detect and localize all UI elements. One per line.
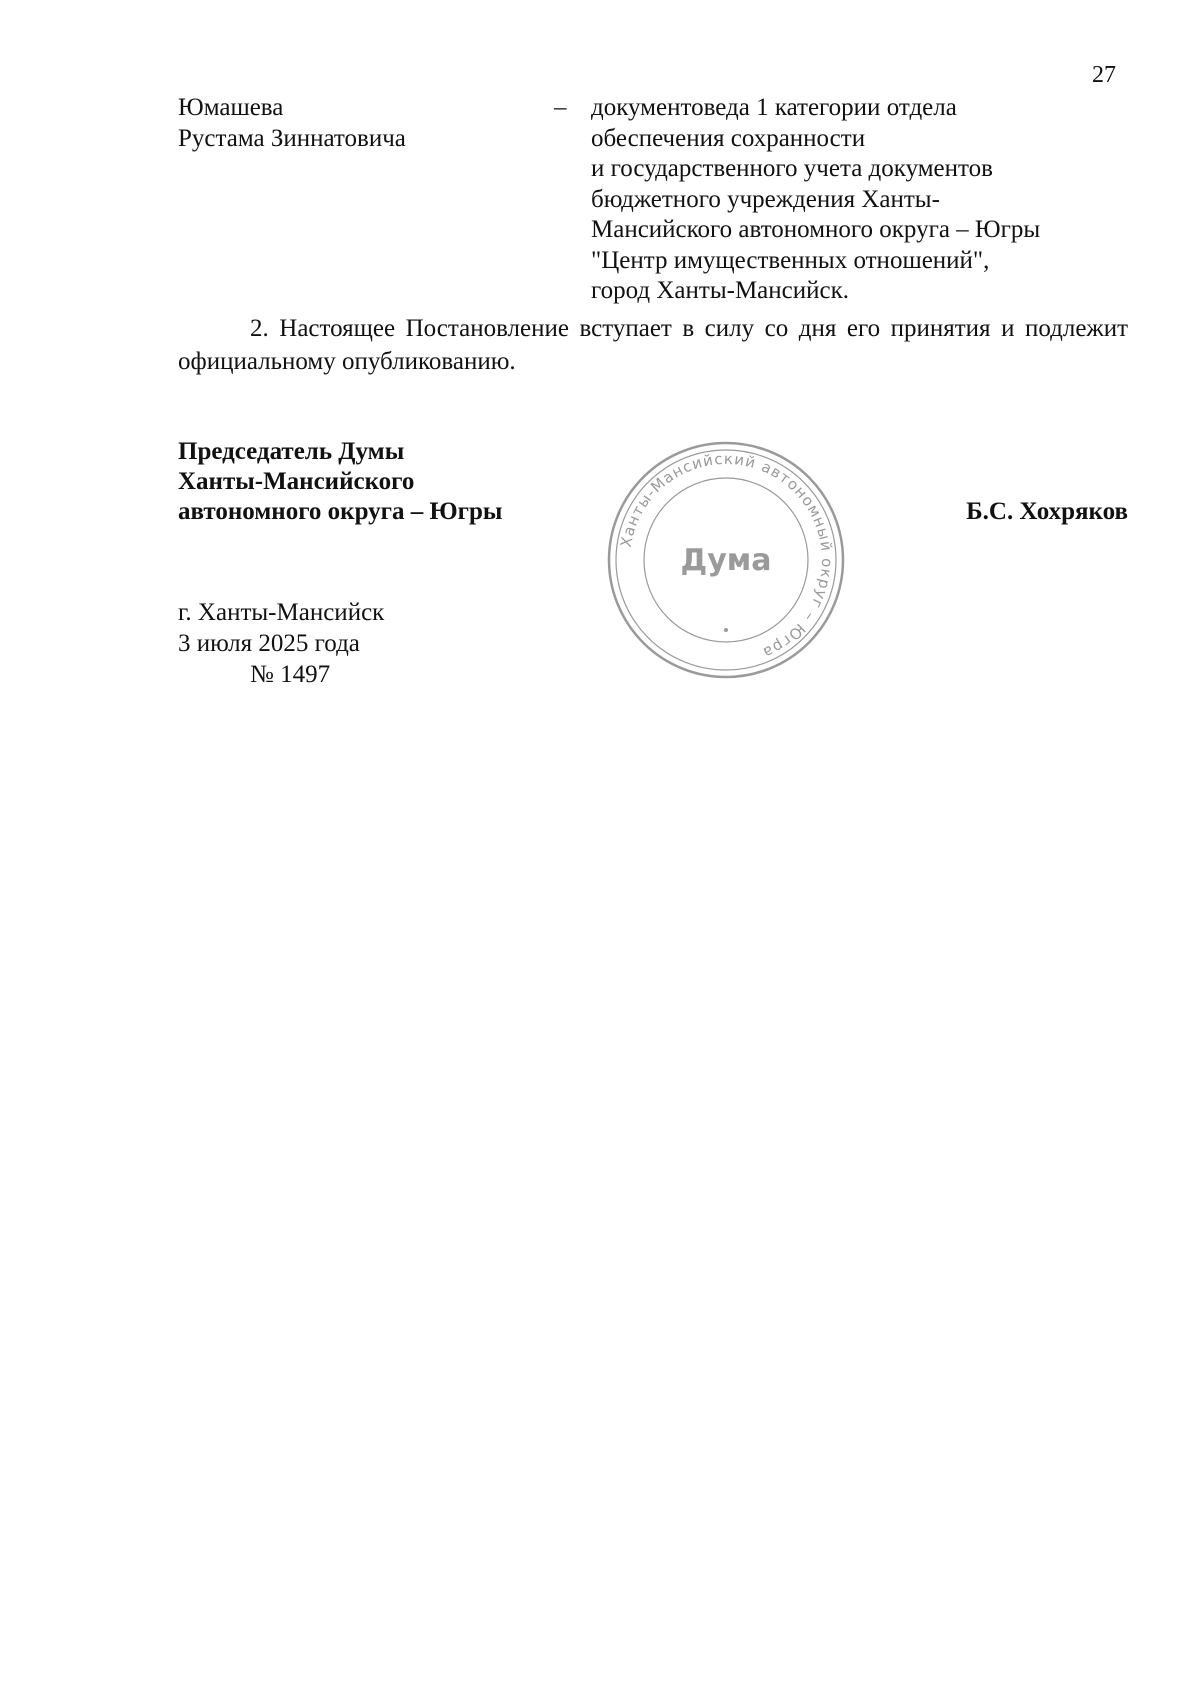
issue-date: 3 июля 2025 года: [178, 630, 360, 657]
appointee-name: [178, 93, 538, 154]
position-line: "Центр имущественных отношений",: [591, 246, 990, 274]
seal-dot: [724, 628, 728, 632]
position-line: бюджетного учреждения Ханты-: [591, 185, 940, 213]
signatory-title: [178, 437, 502, 527]
issue-details: [178, 597, 384, 690]
signatory-title-line: Ханты-Мансийского: [178, 468, 415, 495]
position-line: город Ханты-Мансийск.: [591, 277, 850, 304]
seal-ring-text: Ханты-Мансийский автономный округ – Югра: [616, 449, 837, 663]
position-line: и государственного учета документов: [591, 155, 993, 182]
clause-2-paragraph: 2. Настоящее Постановление вступает в силу со дня его принятия и подлежит официальному опубликованию.: [178, 315, 1128, 375]
appointee-surname: Юмашева: [178, 94, 284, 121]
appointee-position: [591, 93, 1131, 307]
issue-city: г. Ханты-Мансийск: [178, 599, 385, 626]
page-number: 27: [1092, 62, 1116, 88]
signatory-name: Б.С. Хохряков: [966, 498, 1128, 525]
signatory-title-line: Председатель Думы: [178, 438, 405, 465]
position-line: Мансийского автономного округа – Югры: [591, 216, 1041, 243]
document-number: № 1497: [250, 661, 331, 688]
entry-dash: –: [554, 94, 567, 121]
signatory-title-line: автономного округа – Югры: [178, 498, 503, 525]
position-line: документоведа 1 категории отдела: [591, 94, 957, 121]
seal-center-text: Дума: [680, 543, 772, 578]
official-seal: [606, 440, 846, 680]
appointee-given-names: Рустама Зиннатовича: [178, 124, 406, 152]
position-line: обеспечения сохранности: [591, 124, 866, 152]
